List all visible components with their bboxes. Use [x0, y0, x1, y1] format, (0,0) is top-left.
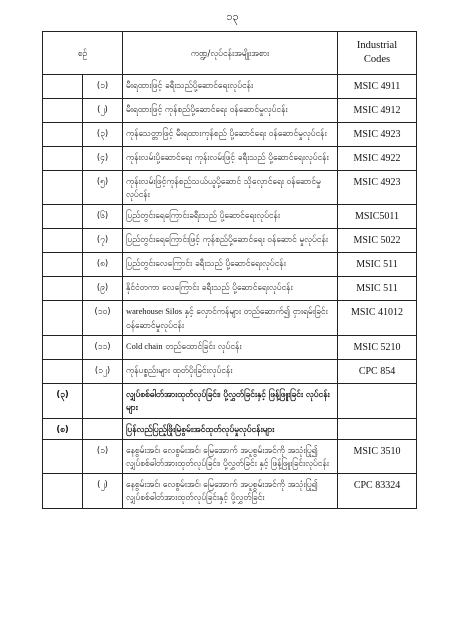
row-index: (၇)	[83, 229, 123, 253]
row-description: ကုန်သေတ္တာဖြင့် မီးရထားကုန်စည် ပို့ဆောင်ရေး ဝန်ဆောင်မှုလုပ်ငန်း	[123, 123, 338, 147]
table-row	[43, 474, 417, 508]
row-description: ပြည်တွင်းရေကြောင်းဖြင့် ကုန်စည်ပို့ဆောင်ရေး ဝန်ဆောင် မှုလုပ်ငန်း	[123, 229, 338, 253]
row-description: နေစွမ်းအင်၊ လေစွမ်းအင်၊ မြေအောက် အပူစွမ်းအင်ကို အသုံးပြု၍ လျှပ်စစ်ဓါတ်အားထုတ်လုပ်ခြင်းနှင့် ပို့လွှတ်ခြင်း	[123, 474, 338, 508]
row-index: (၈)	[83, 253, 123, 277]
subsection-title: ပြန်လည်ပြည့်ဖြိုးမြဲစွမ်းအင်ထုတ်လုပ်မှုလုပ်ငန်းများ	[123, 418, 338, 440]
header-serial-no: စဉ်	[43, 32, 123, 75]
row-description: ကုန်းလမ်းပို့ဆောင်ရေး ကုန်းလမ်းဖြင့် ခရီးသည် ပို့ဆောင်ရေးလုပ်ငန်း	[123, 147, 338, 171]
row-description	[123, 301, 338, 336]
row-index: (၉)	[83, 277, 123, 301]
row-description: ပြည်တွင်းလေကြောင်း ခရီးသည် ပို့ဆောင်ရေးလုပ်ငန်း	[123, 253, 338, 277]
row-code: MSIC 5022	[338, 229, 417, 253]
row-index: (၁)	[83, 440, 123, 474]
industry-codes-table	[42, 31, 417, 509]
header-industrial-codes	[338, 32, 417, 75]
section-row	[43, 384, 417, 418]
row-index: (၂)	[83, 474, 123, 508]
row-code: CPC 854	[338, 360, 417, 384]
table-row	[43, 336, 417, 360]
header-codes-line-1: Industrial	[356, 39, 398, 51]
row-index: (၁၀)	[83, 301, 123, 336]
row-index: (၄)	[83, 147, 123, 171]
table-row	[43, 440, 417, 474]
table-row	[43, 253, 417, 277]
row-description: နေစွမ်းအင်၊ လေစွမ်းအင်၊ မြေအောက် အပူစွမ်းအင်ကို အသုံးပြု၍ လျှပ်စစ်ဓါတ်အားထုတ်လုပ်ခြင်း၊ ပို့လွှတ်ခြင်း နှင့် ဖြန့်ဖြူးခြင်းလုပ်ငန်း	[123, 440, 338, 474]
page-number: ၁၃	[226, 10, 239, 23]
row-index: (၁၁)	[83, 336, 123, 360]
table-row	[43, 360, 417, 384]
subsection-number: (စ)	[43, 418, 83, 440]
row-code: CPC 83324	[338, 474, 417, 508]
row-index: (၂)	[83, 99, 123, 123]
row-description: မီးရထားဖြင့် ခရီးသည်ပို့ဆောင်ရေးလုပ်ငန်း	[123, 75, 338, 99]
row-code: MSIC5011	[338, 205, 417, 229]
section-title: လျှပ်စစ်ဓါတ်အားထုတ်လုပ်ခြင်း၊ ပို့လွှတ်ခြင်းနှင့် ဖြန့်ဖြူးခြင်း လုပ်ငန်းများ	[123, 384, 338, 418]
subsection-row	[43, 418, 417, 440]
row-code: MSIC 511	[338, 277, 417, 301]
row-code: MSIC 511	[338, 253, 417, 277]
row-code: MSIC 4922	[338, 147, 417, 171]
table-row	[43, 205, 417, 229]
table-row	[43, 147, 417, 171]
row-code: MSIC 4923	[338, 123, 417, 147]
row-index: (၃)	[83, 123, 123, 147]
row-description-mm: နှင့် လှောင်ကန်များ တည်ဆောက်၍ ငှားရမ်းခြင်းဝန်ဆောင်မှုလုပ်ငန်း	[126, 306, 328, 330]
row-index: (၁၂)	[83, 360, 123, 384]
table-row	[43, 99, 417, 123]
section-number: (၃)	[43, 384, 83, 418]
row-code: MSIC 4912	[338, 99, 417, 123]
row-description	[123, 336, 338, 360]
row-description: နိုင်ငံတကာ လေကြောင်း ခရီးသည် ပို့ဆောင်ရေးလုပ်ငန်း	[123, 277, 338, 301]
row-code: MSIC 5210	[338, 336, 417, 360]
table-header-row	[43, 32, 417, 75]
table-row	[43, 171, 417, 205]
row-index: (၆)	[83, 205, 123, 229]
row-description-en: warehouse၊ Silos	[126, 307, 183, 317]
row-description: ကုန်းလမ်းဖြင့်ကုန်စည်သယ်ယူပို့ဆောင် သိုလှောင်ရေး ဝန်ဆောင်မှုလုပ်ငန်း	[123, 171, 338, 205]
table-row	[43, 301, 417, 336]
row-description: မီးရထားဖြင့် ကုန်စည်ပို့ဆောင်ရေး ဝန်ဆောင်မှုလုပ်ငန်း	[123, 99, 338, 123]
table-row	[43, 229, 417, 253]
row-code: MSIC 4911	[338, 75, 417, 99]
row-index: (၁)	[83, 75, 123, 99]
row-code: MSIC 41012	[338, 301, 417, 336]
header-codes-line-2: Codes	[363, 54, 391, 65]
row-description: ပြည်တွင်းရေကြောင်းခရီးသည် ပို့ဆောင်ရေးလုပ်ငန်း	[123, 205, 338, 229]
row-description: ကုန်ပစ္စည်းများ ထုတ်ပိုးခြင်းလုပ်ငန်း	[123, 360, 338, 384]
table-row	[43, 277, 417, 301]
table-row	[43, 75, 417, 99]
row-description-mm: တည်ထောင်ခြင်း လုပ်ငန်း	[162, 341, 242, 352]
row-description-en: Cold chain	[126, 342, 163, 352]
row-index: (၅)	[83, 171, 123, 205]
row-code: MSIC 4923	[338, 171, 417, 205]
table-row	[43, 123, 417, 147]
header-sector-type: ကဏ္ဍ/လုပ်ငန်းအမျိုးအစား	[123, 32, 338, 75]
row-code: MSIC 3510	[338, 440, 417, 474]
